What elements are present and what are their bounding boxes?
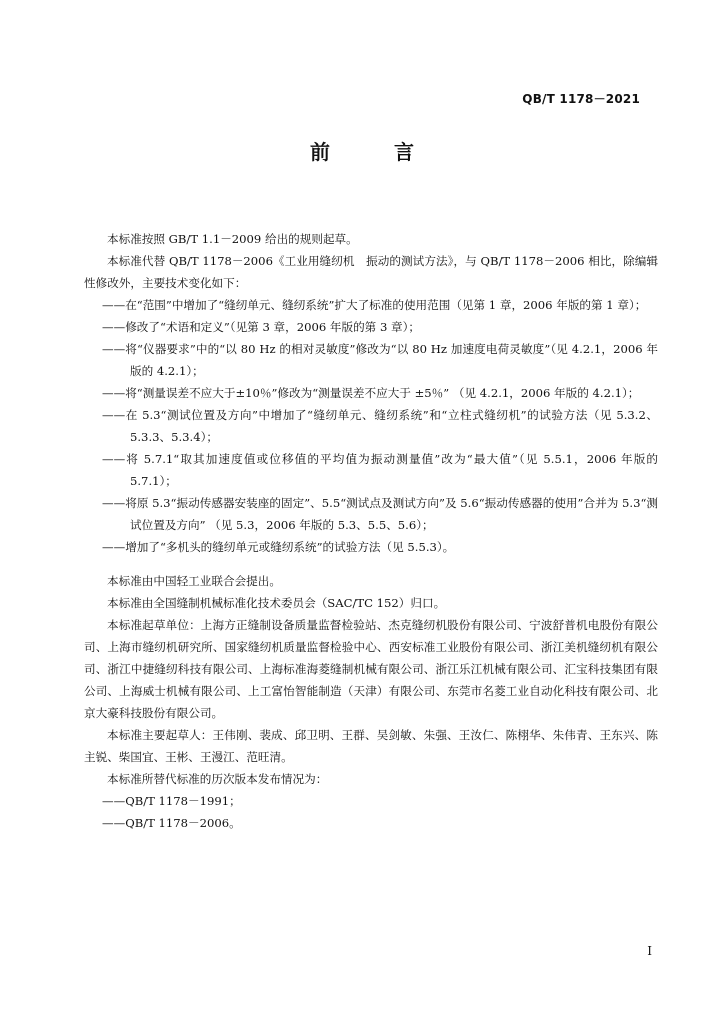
paragraph-drafting-units: 本标准起草单位：上海方正缝制设备质量监督检验站、杰克缝纫机股份有限公司、宁波舒普机电股份有限公司、上海市缝纫机研究所、国家缝纫机质量监督检验中心、西安标准工业股份有限公司、浙江美机缝纫机有限公司、浙江中捷缝纫科技有限公司、上海标准海菱缝制机械有限公司、浙江乐江机械有限公司、汇宝科技集团有限公司、上海威士机械有限公司、上工富怡智能制造（天津）有限公司、东莞市名菱工业自动化科技有限公司、北京大豪科技股份有限公司。: [84, 618, 658, 720]
paragraph-managed-by: 本标准由全国缝制机械标准化技术委员会（SAC/TC 152）归口。: [107, 596, 446, 610]
change-item: ——修改了“术语和定义”（见第 3 章，2006 年版的第 3 章）；: [102, 320, 421, 334]
paragraph-drafters: 本标准主要起草人：王伟刚、裴成、邱卫明、王群、吴剑敏、朱强、王汝仁、陈栩华、朱伟青、王东兴、陈主锐、柴国宜、王彬、王漫江、范旺清。: [84, 728, 658, 764]
foreword-part2: [84, 570, 658, 834]
change-item: ——在 5.3“测试位置及方向”中增加了“缝纫单元、缝纫系统”和“立柱式缝纫机”的试验方法（见 5.3.2、5.3.3、5.3.4）；: [102, 408, 658, 444]
history-item: ——QB/T 1178－2006。: [102, 816, 241, 830]
change-item: ——将“仪器要求”中的“以 80 Hz 的相对灵敏度”修改为“以 80 Hz 加速度电荷灵敏度”（见 4.2.1，2006 年版的 4.2.1）；: [102, 342, 658, 378]
paragraph-history-intro: 本标准所替代标准的历次版本发布情况为：: [107, 772, 328, 786]
paragraph-drafting-rules: 本标准按照 GB/T 1.1－2009 给出的规则起草。: [107, 232, 358, 246]
page-title: 前 言: [310, 140, 436, 164]
change-item: ——增加了“多机头的缝纫单元或缝纫系统”的试验方法（见 5.5.3）。: [102, 540, 455, 554]
change-item: ——将原 5.3“振动传感器安装座的固定”、5.5“测试点及测试方向”及 5.6“振动传感器的使用”合并为 5.3“测试位置及方向” （见 5.3，2006 年版的 5.3、5.5、5.6）；: [102, 496, 658, 532]
standard-code: QB/T 1178－2021: [522, 92, 640, 106]
paragraph-proposed-by: 本标准由中国轻工业联合会提出。: [107, 574, 281, 588]
change-item: ——将“测量误差不应大于±10％”修改为“测量误差不应大于 ±5％” （见 4.2.1，2006 年版的 4.2.1）；: [102, 386, 640, 400]
change-item: ——将 5.7.1“取其加速度值或位移值的平均值为振动测量值”改为“最大值”（见 5.5.1，2006 年版的 5.7.1）；: [102, 452, 658, 488]
foreword-part1: [84, 228, 658, 558]
change-item: ——在“范围”中增加了“缝纫单元、缝纫系统”扩大了标准的使用范围（见第 1 章，2006 年版的第 1 章）；: [102, 298, 647, 312]
paragraph-replacement: 本标准代替 QB/T 1178－2006《工业用缝纫机 振动的测试方法》，与 QB/T 1178－2006 相比，除编辑性修改外，主要技术变化如下：: [84, 254, 658, 290]
page-number: I: [647, 944, 652, 958]
history-item: ——QB/T 1178－1991；: [102, 794, 241, 808]
